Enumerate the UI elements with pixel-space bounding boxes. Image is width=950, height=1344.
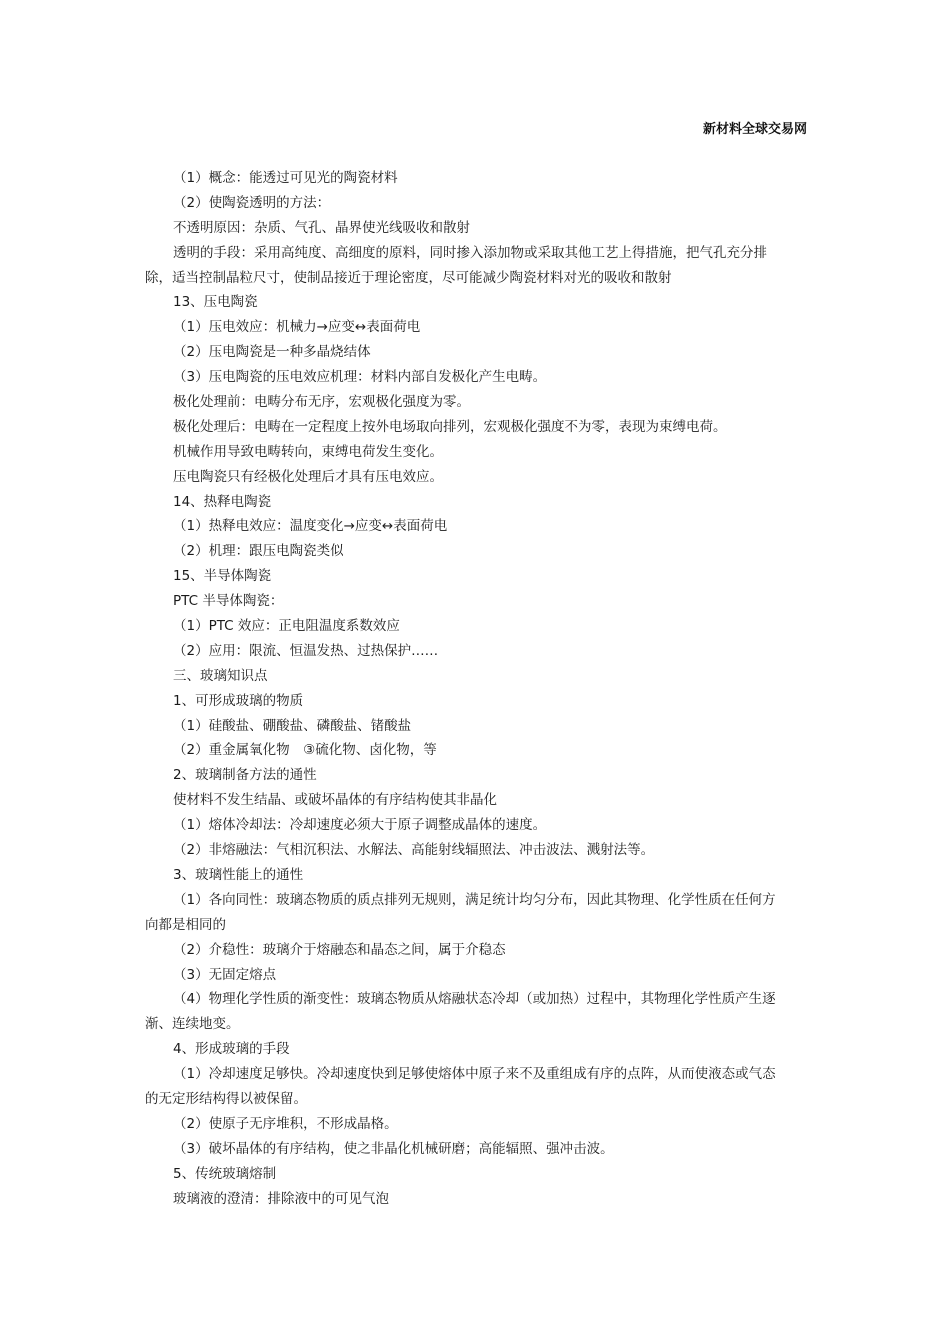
text-line: PTC 半导体陶瓷：	[173, 593, 284, 610]
text-line: （1）硅酸盐、硼酸盐、磷酸盐、锗酸盐	[173, 717, 412, 734]
text-line: （2）压电陶瓷是一种多晶烧结体	[173, 344, 371, 361]
text-line: （2）应用：限流、恒温发热、过热保护……	[173, 642, 439, 659]
text-line: （2）机理：跟压电陶瓷类似	[173, 543, 344, 560]
text-line: 的无定形结构得以被保留。	[145, 1090, 307, 1107]
text-line: 透明的手段：采用高纯度、高细度的原料，同时掺入添加物或采取其他工艺上得措施，把气孔充分排	[173, 244, 767, 261]
text-line: （3）压电陶瓷的压电效应机理：材料内部自发极化产生电畴。	[173, 369, 547, 386]
text-line: （2）使原子无序堆积，不形成晶格。	[173, 1115, 398, 1132]
text-line: （1）压电效应：机械力→应变↔表面荷电	[173, 319, 421, 336]
section-heading: 13、压电陶瓷	[173, 294, 258, 311]
text-line: 向都是相同的	[145, 916, 226, 933]
text-line: （1）PTC 效应：正电阻温度系数效应	[173, 618, 400, 635]
text-line: 渐、连续地变。	[145, 1016, 240, 1033]
section-heading: 1、可形成玻璃的物质	[173, 692, 304, 709]
text-line: （1）冷却速度足够快。冷却速度快到足够使熔体中原子来不及重组成有序的点阵，从而使液态或气态	[173, 1066, 776, 1083]
text-line: 使材料不发生结晶、或破坏晶体的有序结构使其非晶化	[173, 792, 497, 809]
text-line: （3）破坏晶体的有序结构，使之非晶化机械研磨；高能辐照、强冲击波。	[173, 1140, 614, 1157]
section-heading: 2、玻璃制备方法的通性	[173, 767, 317, 784]
text-line: 机械作用导致电畴转向，束缚电荷发生变化。	[173, 443, 443, 460]
section-heading: 4、形成玻璃的手段	[173, 1041, 290, 1058]
text-line: （1）热释电效应：温度变化→应变↔表面荷电	[173, 518, 448, 535]
section-heading: 3、玻璃性能上的通性	[173, 866, 304, 883]
text-line: （2）介稳性：玻璃介于熔融态和晶态之间，属于介稳态	[173, 941, 506, 958]
text-line: （1）各向同性：玻璃态物质的质点排列无规则，满足统计均匀分布，因此其物理、化学性质在任何方	[173, 891, 776, 908]
text-line: 不透明原因：杂质、气孔、晶界使光线吸收和散射	[173, 219, 470, 236]
text-line: 极化处理前：电畴分布无序，宏观极化强度为零。	[173, 394, 470, 411]
text-line: （3）无固定熔点	[173, 966, 277, 983]
text-line: 压电陶瓷只有经极化处理后才具有压电效应。	[173, 468, 443, 485]
text-line: （2）使陶瓷透明的方法：	[173, 194, 331, 211]
text-line: 除，适当控制晶粒尺寸，使制品接近于理论密度，尽可能减少陶瓷材料对光的吸收和散射	[145, 269, 672, 286]
text-line: （4）物理化学性质的渐变性：玻璃态物质从熔融状态冷却（或加热）过程中，其物理化学性质产生逐	[173, 991, 776, 1008]
text-line: （2）非熔融法：气相沉积法、水解法、高能射线辐照法、冲击波法、溅射法等。	[173, 842, 655, 859]
section-heading: 15、半导体陶瓷	[173, 568, 272, 585]
header-site-name: 新材料全球交易网	[702, 122, 807, 137]
document-body	[145, 166, 807, 1211]
text-line: 玻璃液的澄清：排除液中的可见气泡	[173, 1190, 389, 1207]
text-line: 极化处理后：电畴在一定程度上按外电场取向排列，宏观极化强度不为零，表现为束缚电荷。	[173, 418, 727, 435]
text-line: （1）熔体冷却法：冷却速度必须大于原子调整成晶体的速度。	[173, 817, 547, 834]
section-heading: 三、玻璃知识点	[173, 667, 268, 684]
section-heading: 14、热释电陶瓷	[173, 493, 272, 510]
text-line: （2）重金属氧化物 ③硫化物、卤化物，等	[173, 742, 437, 759]
section-heading: 5、传统玻璃熔制	[173, 1165, 277, 1182]
text-line: （1）概念：能透过可见光的陶瓷材料	[173, 170, 398, 186]
